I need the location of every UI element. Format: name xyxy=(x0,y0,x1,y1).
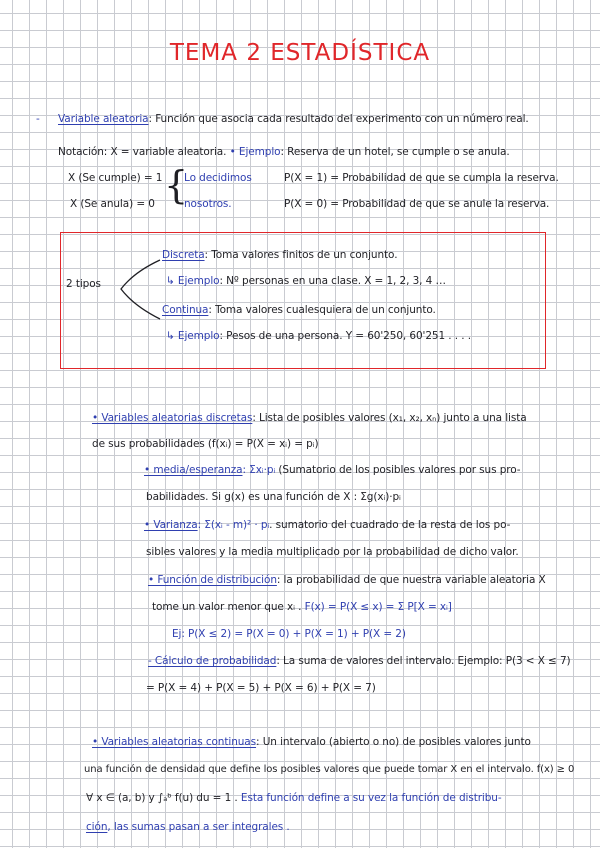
calculo-line xyxy=(148,654,571,668)
fd-example: Ej: P(X ≤ 2) = P(X = 0) + P(X = 1) + P(X = 2) xyxy=(172,628,406,640)
continua-ej: : Pesos de una persona. Y = 60'250, 60'251 . . . . xyxy=(219,330,471,342)
tipos-label: 2 tipos xyxy=(66,278,101,290)
va-definition xyxy=(58,112,529,126)
continua-term: Continua xyxy=(162,304,209,316)
discretas-def-1: : Lista de posibles valores (x₁, x₂, xₙ) junto a una lista xyxy=(252,412,527,424)
continuas-text-4b: , las sumas pasan a ser integrales . xyxy=(107,821,290,833)
va-notacion: Notación: X = variable aleatoria. xyxy=(58,146,227,158)
discreta-term: Discreta xyxy=(162,249,205,261)
continuas-text-3b: Esta función define a su vez la función de distribu- xyxy=(240,792,502,804)
fd-line xyxy=(148,573,546,587)
discretas-def-2: de sus probabilidades (f(xᵢ) = P(X = xᵢ) = pᵢ) xyxy=(92,438,319,450)
continuas-text-1: : Un intervalo (abierto o no) de posibles valores junto xyxy=(256,736,531,748)
continuas-line-3 xyxy=(86,791,502,805)
discretas-definition xyxy=(92,411,527,425)
va-bullet: - xyxy=(36,113,40,125)
discreta-ej-label: ↳ Ejemplo xyxy=(166,275,220,287)
fd-line-2 xyxy=(152,600,452,614)
continuas-text-3a: ∀ x ∈ (a, b) y ∫ₐᵇ f(u) du = 1 . xyxy=(86,792,238,804)
va-ejemplo-label: • Ejemplo xyxy=(229,146,281,158)
continuas-line-4 xyxy=(86,820,290,834)
tipos-branch-icon xyxy=(118,258,162,322)
continuas-term: • Variables aleatorias continuas xyxy=(92,736,257,748)
continuas-text-2: una función de densidad que define los posibles valores que puede tomar X en el intervalo. f(x) ≥ 0 xyxy=(84,764,575,775)
fd-text-1: : la probabilidad de que nuestra variable aleatoria X xyxy=(276,574,546,586)
continua-ej-label: ↳ Ejemplo xyxy=(166,330,220,342)
varianza-text-1: . sumatorio del cuadrado de la resta de los po- xyxy=(269,519,511,531)
continua-line xyxy=(162,303,436,317)
va-x0: X (Se anula) = 0 xyxy=(70,198,155,210)
discreta-def: : Toma valores finitos de un conjunto. xyxy=(204,249,398,261)
fd-label: • Función de distribución xyxy=(148,574,277,586)
varianza-label: • Varianza xyxy=(144,519,198,531)
media-text-1: (Sumatorio de los posibles valores por sus pro- xyxy=(278,464,521,476)
fd-text-2: tome un valor menor que xᵢ . xyxy=(152,601,302,613)
page-title: TEMA 2 ESTADÍSTICA xyxy=(169,40,431,66)
continua-def: : Toma valores cualesquiera de un conjunto. xyxy=(208,304,436,316)
calculo-label: - Cálculo de probabilidad xyxy=(148,655,277,667)
varianza-text-2: sibles valores y la media multiplicado por la probabilidad de dicho valor. xyxy=(146,546,519,558)
continuas-definition xyxy=(92,735,531,749)
va-x1: X (Se cumple) = 1 xyxy=(68,172,163,184)
media-label: • media/esperanza xyxy=(144,464,243,476)
va-decidimos-1: Lo decidimos xyxy=(184,172,252,184)
discreta-line xyxy=(162,248,397,262)
discreta-ej: : Nº personas en una clase. X = 1, 2, 3, 4 … xyxy=(219,275,446,287)
va-notation-line xyxy=(58,145,510,159)
varianza-line xyxy=(144,518,510,532)
media-line xyxy=(144,463,520,477)
calculo-text-2: = P(X = 4) + P(X = 5) + P(X = 6) + P(X = 7) xyxy=(146,682,376,694)
va-ejemplo-text: : Reserva de un hotel, se cumple o se anula. xyxy=(280,146,510,158)
continua-example-line xyxy=(166,329,471,343)
media-text-2: babilidades. Si g(x) es una función de X : Σg(xᵢ)·pᵢ xyxy=(146,491,401,503)
va-term: Variable aleatoria xyxy=(58,113,149,125)
fd-formula: F(x) = P(X ≤ x) = Σ P[X = xᵢ] xyxy=(304,601,452,613)
varianza-formula: : Σ(xᵢ - m)² · pᵢ xyxy=(197,519,270,531)
discreta-example-line xyxy=(166,274,446,288)
discretas-term: • Variables aleatorias discretas xyxy=(92,412,253,424)
va-def-text: : Función que asocia cada resultado del experimento con un número real. xyxy=(148,113,529,125)
continuas-text-4a: ción xyxy=(86,821,108,833)
va-p1: P(X = 1) = Probabilidad de que se cumpla la reserva. xyxy=(284,172,559,184)
va-p0: P(X = 0) = Probabilidad de que se anule la reserva. xyxy=(284,198,550,210)
calculo-text-1: : La suma de valores del intervalo. Ejemplo: P(3 < X ≤ 7) xyxy=(276,655,571,667)
va-decidimos-2: nosotros. xyxy=(184,198,232,210)
media-formula: : Σxᵢ·pᵢ xyxy=(242,464,276,476)
left-brace-icon: { xyxy=(164,163,189,207)
